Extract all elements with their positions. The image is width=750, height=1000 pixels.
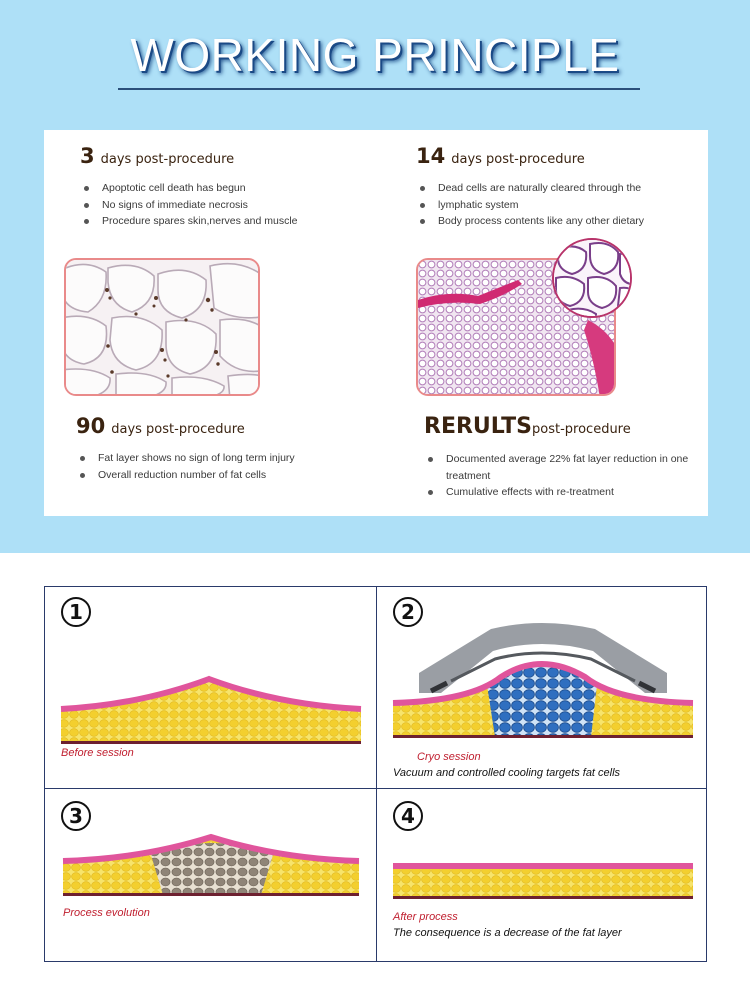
bullet: Cumulative effects with re-treatment (424, 484, 706, 501)
stage-number: 3 (80, 144, 95, 168)
step-caption: Vacuum and controlled cooling targets fat cells (393, 767, 621, 779)
stage-number: RERULTS (424, 414, 533, 439)
stage-unit: days post-procedure (100, 152, 235, 167)
bullet: No signs of immediate necrosis (80, 197, 370, 214)
stage-3-days (80, 144, 370, 230)
stage-bullets (424, 451, 706, 501)
bullet: Procedure spares skin,nerves and muscle (80, 213, 370, 230)
bullet: Fat layer shows no sign of long term injury (76, 450, 376, 467)
skin-fat-layer-evolution (61, 827, 361, 903)
step-cryo-session (377, 587, 708, 788)
step-number-badge: 3 (61, 801, 91, 831)
stage-results (424, 414, 706, 501)
adipose-tissue-image (66, 260, 260, 396)
process-steps-grid (44, 586, 707, 962)
bullet: Documented average 22% fat layer reduction in one treatment (424, 451, 706, 484)
stage-number: 14 (416, 144, 446, 168)
timeline-card (44, 130, 708, 516)
stage-unit: post-procedure (532, 422, 631, 437)
bullet: lymphatic system (416, 197, 706, 214)
step-number-badge: 1 (61, 597, 91, 627)
magnified-cells-image (554, 240, 632, 318)
page-title: WORKING PRINCIPLE (130, 29, 620, 81)
step-label: Process evolution (63, 907, 150, 919)
stage-unit: days post-procedure (451, 152, 585, 167)
stage-14-days (416, 144, 706, 256)
step-caption: The consequence is a decrease of the fat layer (393, 927, 622, 939)
bullet: Apoptotic cell death has begun (80, 180, 370, 197)
step-label: Before session (61, 747, 134, 759)
bullet: Dead cells are naturally cleared through the (416, 180, 706, 197)
magnified-lens (552, 238, 632, 318)
step-number-badge: 4 (393, 801, 423, 831)
step-number-badge: 2 (393, 597, 423, 627)
stage-90-days (76, 414, 376, 483)
title-underline (118, 88, 640, 90)
step-process-evolution (45, 789, 376, 963)
skin-fat-layer-before (59, 665, 363, 747)
step-label: Cryo session (417, 751, 481, 763)
step-before-session (45, 587, 376, 788)
stage-bullets (76, 450, 376, 483)
stage-unit: days post-procedure (111, 422, 245, 437)
skin-fat-layer-after (391, 857, 695, 903)
micrograph-3-days (64, 258, 260, 396)
bullet: Body process contents like any other dietary (416, 213, 706, 230)
step-label: After process (393, 911, 458, 923)
stage-bullets (80, 180, 370, 230)
bullet: Overall reduction number of fat cells (76, 467, 376, 484)
step-after-process (377, 789, 708, 963)
cryo-applicator-diagram (391, 623, 695, 747)
stage-number: 90 (76, 414, 106, 438)
stage-bullets (416, 180, 706, 230)
